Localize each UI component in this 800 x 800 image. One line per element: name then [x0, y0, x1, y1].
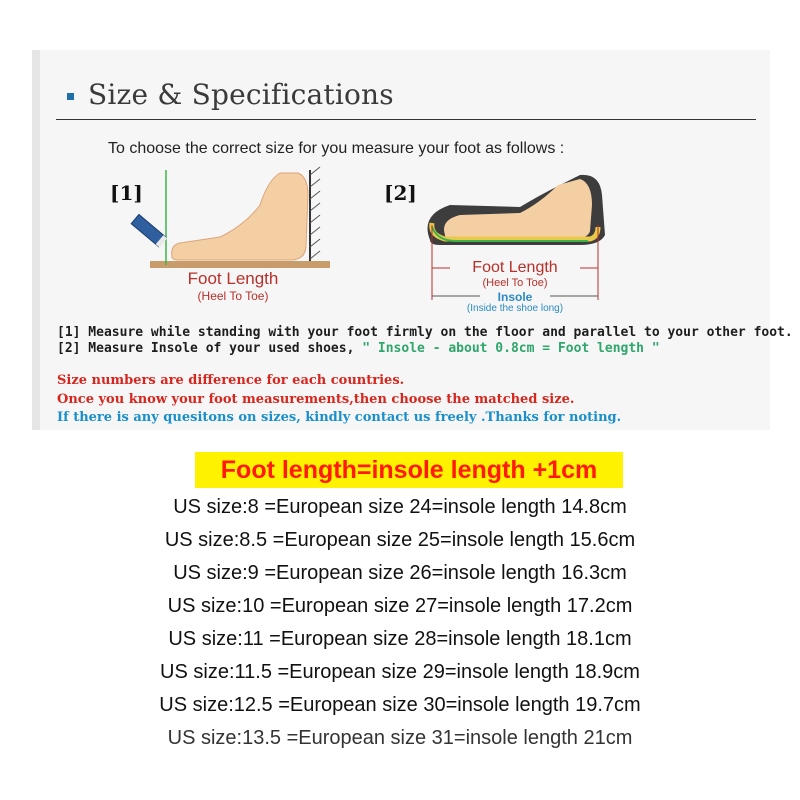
fig1-subcaption: (Heel To Toe)	[197, 289, 269, 303]
step2-label: [2]	[384, 181, 417, 205]
tip-size-difference: Size numbers are difference for each countries.	[57, 373, 405, 388]
size-row: US size:11.5 =European size 29=insole length 18.9cm	[160, 661, 640, 683]
size-row: US size:13.5 =European size 31=insole length 21cm	[167, 727, 633, 749]
tip-match-size: Once you know your foot measurements,then choose the matched size.	[57, 392, 575, 407]
size-row: US size:11 =European size 28=insole length 18.1cm	[168, 628, 632, 650]
fig2-subcaption: (Heel To Toe)	[482, 277, 548, 289]
tip-contact: If there is any quesitons on sizes, kindly contact us freely .Thanks for noting.	[57, 410, 622, 425]
size-row: US size:8 =European size 24=insole length 14.8cm	[173, 496, 627, 518]
size-row: US size:8.5 =European size 25=insole length 15.6cm	[164, 529, 636, 551]
fig2-insole-note: (Inside the shoe long)	[466, 303, 564, 314]
header-divider	[56, 119, 756, 120]
fig2-caption: Foot Length	[472, 259, 558, 276]
panel-side-bar	[32, 50, 40, 430]
size-row: US size:10 =European size 27=insole length 17.2cm	[167, 595, 633, 617]
foot-length-headline: Foot length=insole length +1cm	[195, 452, 623, 488]
measure-instruction: To choose the correct size for you measure your foot as follows :	[108, 140, 565, 157]
note-step2-text: [2] Measure Insole of your used shoes,	[57, 341, 355, 356]
fig2-insole-label: Insole	[497, 290, 533, 304]
fig1-caption: Foot Length	[187, 269, 279, 288]
step1-label: [1]	[110, 181, 143, 205]
bullet-square-icon	[67, 93, 74, 100]
note-step2	[57, 341, 660, 356]
size-row: US size:12.5 =European size 30=insole length 19.7cm	[159, 694, 641, 716]
page-title: Size & Specifications	[88, 78, 394, 111]
size-row: US size:9 =European size 26=insole length 16.3cm	[173, 562, 627, 584]
note-step1: [1] Measure while standing with your foot firmly on the floor and parallel to your other foot.	[57, 325, 793, 340]
note-step2-highlight: " Insole - about 0.8cm = Foot length "	[354, 341, 660, 356]
